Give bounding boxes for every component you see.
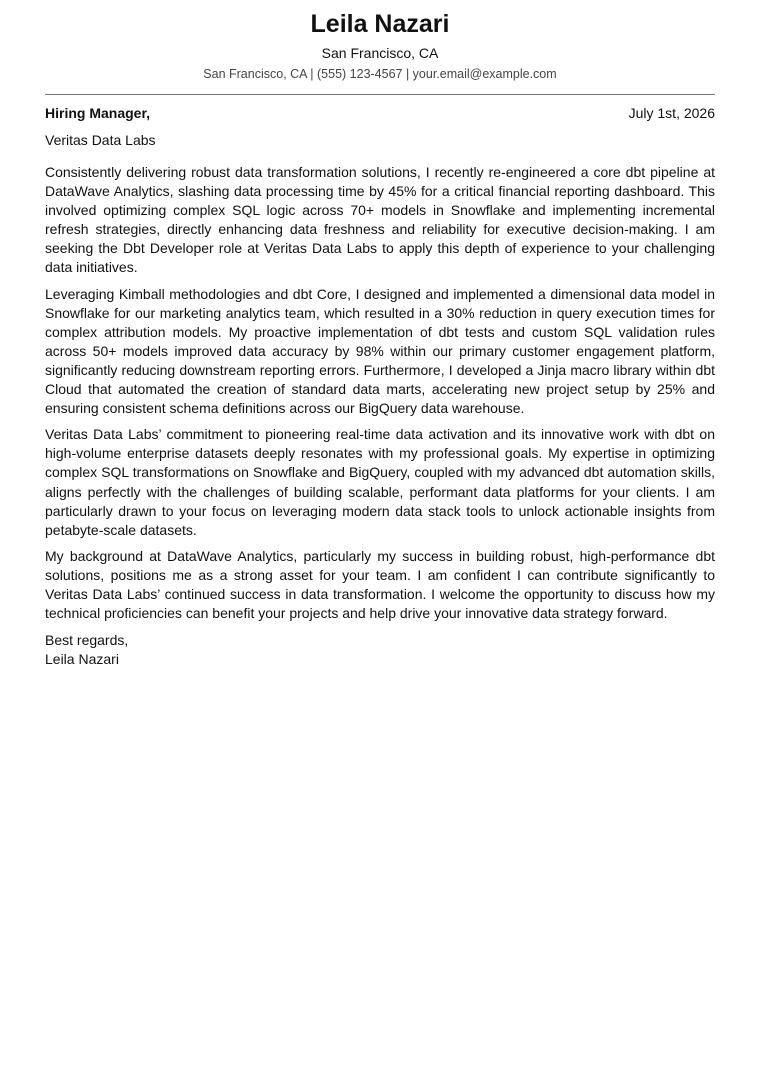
recipient-company: Veritas Data Labs (45, 132, 156, 148)
closing-signature: Leila Nazari (45, 651, 119, 668)
body-paragraph: Consistently delivering robust data transformation solutions, I recently re-engineered a core dbt pipeline at DataWave Analytics, slashing data processing time by 45% for a critical financial reporting dashboard. This involved optimizing complex SQL logic across 70+ models in Snowflake and implementing incremental refresh strategies, directly enhancing data freshness and reliability for executive decision-making. I am seeking the Dbt Developer role at Veritas Data Labs to apply this depth of experience to your challenging data initiatives. (45, 164, 715, 276)
body-paragraph: My background at DataWave Analytics, particularly my success in building robust, high-performance dbt solutions, positions me as a strong asset for your team. I am confident I can contribute significantly to Veritas Data Labs’ continued success in data transformation. I welcome the opportunity to discuss how my technical proficiencies can benefit your projects and help drive your innovative data strategy forward. (45, 547, 715, 622)
body-paragraph: Veritas Data Labs’ commitment to pioneering real-time data activation and its innovative work with dbt on high-volume enterprise datasets deeply resonates with my professional goals. My expertise in optimizing complex SQL transformations on Snowflake and BigQuery, coupled with my advanced dbt automation skills, aligns perfectly with the challenges of building scalable, performant data platforms for your clients. I am particularly drawn to your focus on leveraging modern data stack tools to unlock actionable insights from petabyte-scale datasets. (45, 426, 715, 538)
letter-closing (45, 631, 715, 669)
letter-date: July 1st, 2026 (628, 105, 715, 121)
applicant-location: San Francisco, CA (321, 45, 439, 61)
header-divider (45, 94, 715, 95)
recipient-salutation: Hiring Manager, (45, 105, 151, 121)
letter-body (45, 163, 715, 623)
recipient-date-row (45, 104, 715, 123)
applicant-contact-line: San Francisco, CA | (555) 123-4567 | your.email@example.com (203, 67, 557, 81)
letter-header (45, 0, 715, 83)
applicant-name: Leila Nazari (310, 10, 450, 38)
closing-signoff: Best regards, (45, 632, 129, 649)
body-paragraph: Leveraging Kimball methodologies and dbt Core, I designed and implemented a dimensional data model in Snowflake for our marketing analytics team, which resulted in a 30% reduction in query execution times for complex attribution models. My proactive implementation of dbt tests and custom SQL validation rules across 50+ models improved data accuracy by 98% within our primary customer engagement platform, significantly reducing downstream reporting errors. Furthermore, I developed a Jinja macro library within dbt Cloud that automated the creation of standard data marts, accelerating new project setup by 25% and ensuring consistent schema definitions across our BigQuery data warehouse. (45, 285, 715, 417)
